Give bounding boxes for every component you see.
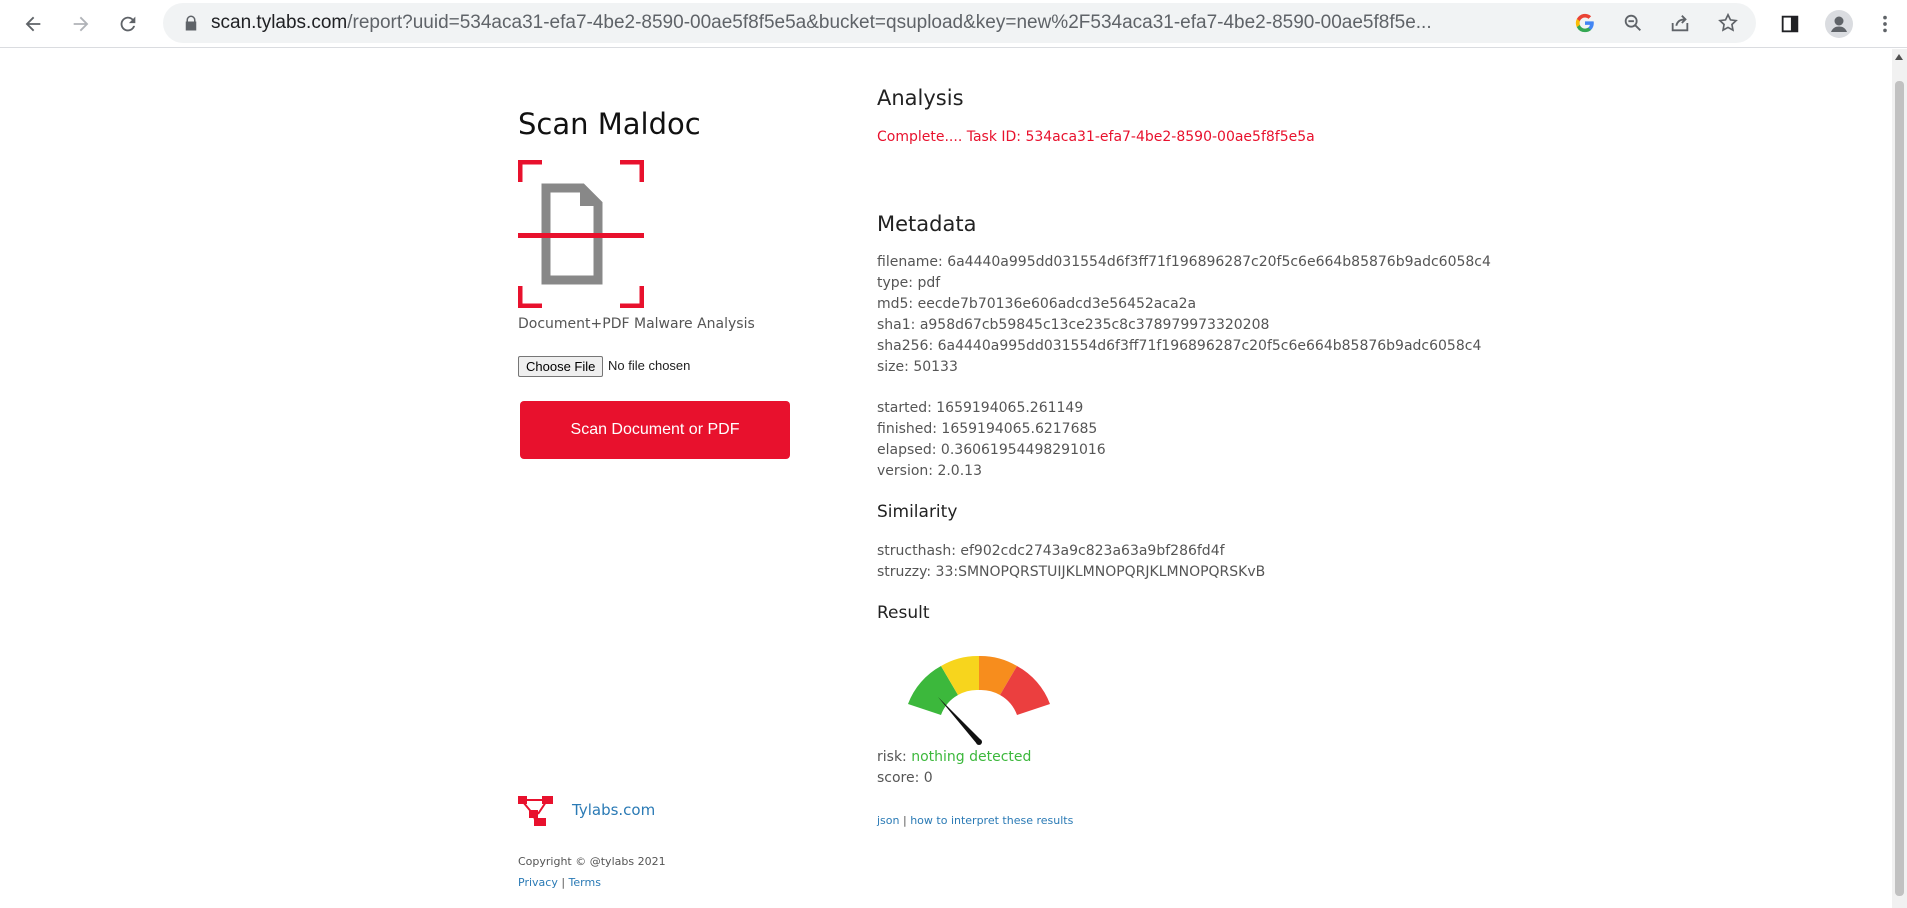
footer-legal-links bbox=[518, 876, 601, 889]
choose-file-button[interactable]: Choose File bbox=[518, 356, 603, 377]
scan-document-button[interactable]: Scan Document or PDF bbox=[520, 401, 790, 459]
metadata-size: size: 50133 bbox=[877, 359, 958, 375]
zoom-icon[interactable] bbox=[1619, 9, 1647, 37]
analysis-heading: Analysis bbox=[877, 86, 964, 110]
no-file-chosen-text: No file chosen bbox=[608, 358, 691, 373]
risk-value: nothing detected bbox=[911, 749, 1032, 765]
profile-avatar-icon[interactable] bbox=[1823, 8, 1855, 40]
reload-icon[interactable] bbox=[112, 8, 144, 40]
browser-toolbar bbox=[0, 0, 1907, 48]
result-links bbox=[877, 814, 1073, 827]
url-text[interactable]: scan.tylabs.com/report?uuid=534aca31-efa7-4be2-8590-00ae5f8f5e5a&bucket=qsupload&key=new%2F534aca31-efa7-4be2-8590-00ae5f8f5e... bbox=[211, 12, 1432, 33]
metadata-heading: Metadata bbox=[877, 212, 977, 236]
forward-icon[interactable] bbox=[65, 8, 97, 40]
metadata-version: version: 2.0.13 bbox=[877, 463, 982, 479]
metadata-finished: finished: 1659194065.6217685 bbox=[877, 421, 1098, 437]
result-heading: Result bbox=[877, 603, 930, 623]
side-panel-icon[interactable] bbox=[1774, 8, 1806, 40]
share-icon[interactable] bbox=[1666, 9, 1694, 37]
scrollbar-thumb[interactable] bbox=[1895, 81, 1904, 896]
risk-label: risk: bbox=[877, 749, 912, 765]
metadata-md5: md5: eecde7b70136e606adcd3e56452aca2a bbox=[877, 296, 1197, 312]
interpret-results-link[interactable]: how to interpret these results bbox=[910, 814, 1074, 827]
back-icon[interactable] bbox=[17, 8, 49, 40]
json-link[interactable]: json bbox=[877, 814, 900, 827]
analysis-status: Complete.... Task ID: 534aca31-efa7-4be2-8590-00ae5f8f5e5a bbox=[877, 129, 1315, 145]
vertical-scrollbar[interactable] bbox=[1892, 49, 1907, 908]
metadata-sha1: sha1: a958d67cb59845c13ce235c8c378979973320208 bbox=[877, 317, 1270, 333]
similarity-struzzy: struzzy: 33:SMNOPQRSTUIJKLMNOPQRJKLMNOPQRSKvB bbox=[877, 564, 1266, 580]
bookmark-star-icon[interactable] bbox=[1714, 9, 1742, 37]
terms-link[interactable]: Terms bbox=[568, 876, 601, 889]
page-content bbox=[0, 49, 1907, 908]
gauge-needle bbox=[938, 697, 981, 744]
gauge-needle-pivot bbox=[976, 739, 982, 745]
tylabs-link[interactable]: Tylabs.com bbox=[572, 801, 656, 819]
scroll-up-icon[interactable] bbox=[1895, 54, 1903, 60]
metadata-sha256: sha256: 6a4440a995dd031554d6f3ff71f196896287c20f5c6e664b85876b9adc6058c4 bbox=[877, 338, 1482, 354]
metadata-started: started: 1659194065.261149 bbox=[877, 400, 1084, 416]
privacy-link[interactable]: Privacy bbox=[518, 876, 558, 889]
similarity-structhash: structhash: ef902cdc2743a9c823a63a9bf286fd4f bbox=[877, 543, 1225, 559]
page-title: Scan Maldoc bbox=[518, 107, 701, 141]
separator: | bbox=[899, 814, 911, 827]
tylabs-logo-icon bbox=[518, 796, 554, 826]
google-icon[interactable] bbox=[1571, 9, 1599, 37]
copyright-text: Copyright © @tylabs 2021 bbox=[518, 855, 666, 868]
risk-line bbox=[877, 749, 1031, 770]
lock-icon bbox=[182, 14, 200, 32]
scan-document-logo-icon bbox=[518, 160, 644, 308]
score-line: score: 0 bbox=[877, 770, 933, 786]
tagline: Document+PDF Malware Analysis bbox=[518, 316, 755, 332]
metadata-filename: filename: 6a4440a995dd031554d6f3ff71f196896287c20f5c6e664b85876b9adc6058c4 bbox=[877, 254, 1491, 270]
separator: | bbox=[557, 876, 569, 889]
similarity-heading: Similarity bbox=[877, 502, 958, 522]
address-bar[interactable] bbox=[163, 3, 1756, 43]
metadata-type: type: pdf bbox=[877, 275, 941, 291]
metadata-elapsed: elapsed: 0.36061954498291016 bbox=[877, 442, 1106, 458]
menu-kebab-icon[interactable] bbox=[1869, 8, 1901, 40]
